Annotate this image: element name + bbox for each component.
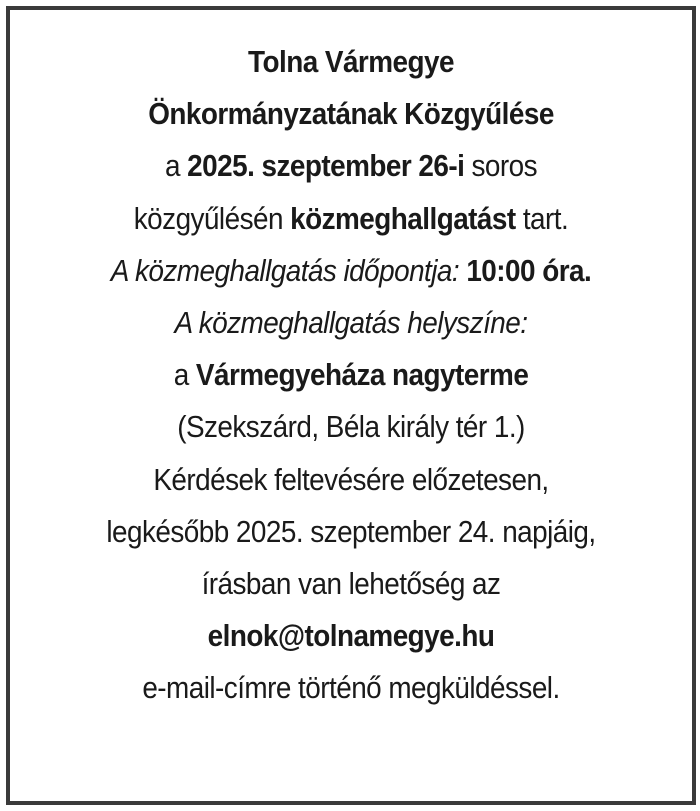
organization-name-line-2: Önkormányzatának Közgyűlése — [148, 96, 554, 132]
hearing-announcement-prefix: közgyűlésén — [133, 200, 283, 236]
contact-email: elnok@tolnamegye.hu — [207, 618, 495, 654]
hearing-place-line — [44, 349, 658, 401]
meeting-date: 2025. szeptember 26-i — [187, 148, 465, 184]
meeting-date-suffix: soros — [471, 148, 538, 184]
hearing-place-label: A közmeghallgatás helyszíne: — [174, 305, 528, 341]
hearing-time-label: A közmeghallgatás időpontja: — [110, 252, 460, 288]
notice-body — [44, 36, 658, 715]
meeting-date-prefix: a — [164, 148, 180, 184]
meeting-date-line — [44, 140, 658, 192]
hearing-address: (Szekszárd, Béla király tér 1.) — [177, 409, 525, 445]
questions-line-2: legkésőbb 2025. szeptember 24. napjáig, — [106, 513, 596, 549]
questions-line-3: írásban van lehetőség az — [201, 566, 501, 602]
hearing-announcement-suffix: tart. — [522, 200, 569, 236]
hearing-time-value: 10:00 óra. — [466, 252, 592, 288]
hearing-venue: Vármegyeháza nagyterme — [195, 357, 529, 393]
notice-frame — [6, 6, 696, 805]
hearing-time-line — [44, 245, 658, 297]
organization-name-line-1: Tolna Vármegye — [248, 44, 454, 79]
hearing-announcement-line — [44, 193, 658, 245]
closing-line: e-mail-címre történő megküldéssel. — [142, 670, 560, 706]
hearing-place-prefix: a — [173, 357, 189, 393]
hearing-keyword: közmeghallgatást — [290, 200, 516, 236]
questions-line-1: Kérdések feltevésére előzetesen, — [153, 461, 549, 497]
